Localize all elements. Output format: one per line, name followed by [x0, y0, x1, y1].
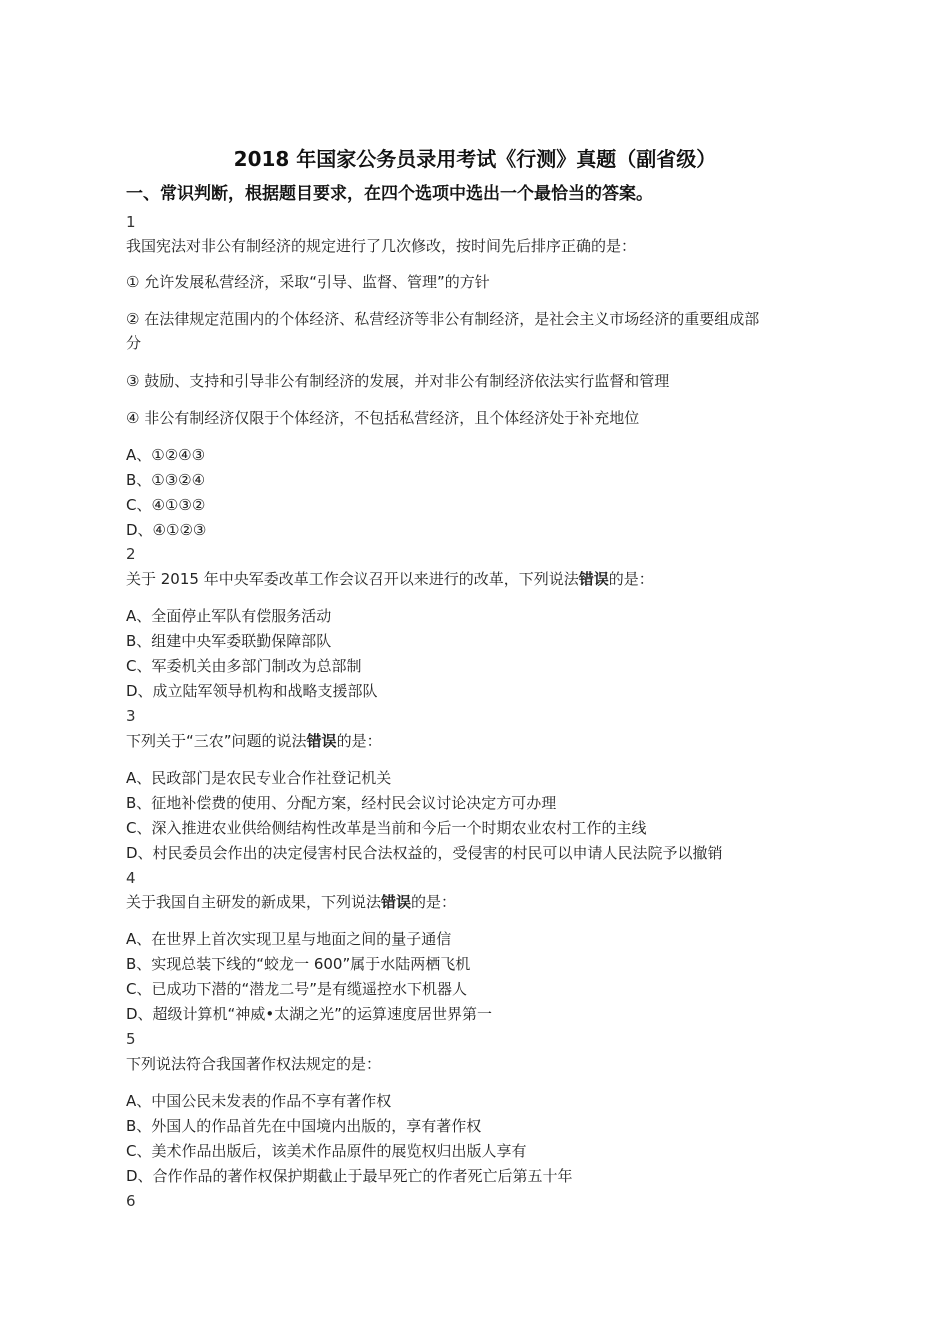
statement-4: ④ 非公有制经济仅限于个体经济，不包括私营经济，且个体经济处于补充地位: [126, 409, 640, 427]
option-b: B、①③②④: [126, 471, 206, 489]
option-c: C、美术作品出版后，该美术作品原件的展览权归出版人享有: [126, 1142, 527, 1160]
option-a: A、在世界上首次实现卫星与地面之间的量子通信: [126, 930, 452, 948]
option-a: A、①②④③: [126, 446, 206, 464]
statement-1: ① 允许发展私营经济，采取“引导、监督、管理”的方针: [126, 273, 490, 291]
option-d: D、合作作品的著作权保护期截止于最早死亡的作者死亡后第五十年: [126, 1167, 573, 1185]
section-heading: 一、常识判断，根据题目要求，在四个选项中选出一个最恰当的答案。: [126, 184, 653, 204]
option-d: D、超级计算机“神威•太湖之光”的运算速度居世界第一: [126, 1005, 492, 1023]
option-b: B、征地补偿费的使用、分配方案，经村民会议讨论决定方可办理: [126, 794, 557, 812]
question-number-6: 6: [126, 1192, 136, 1210]
question-number-5: 5: [126, 1030, 136, 1048]
question-number-4: 4: [126, 869, 136, 887]
option-b: B、实现总装下线的“蛟龙一 600”属于水陆两栖飞机: [126, 955, 471, 973]
option-b: B、组建中央军委联勤保障部队: [126, 632, 332, 650]
statement-3: ③ 鼓励、支持和引导非公有制经济的发展，并对非公有制经济依法实行监督和管理: [126, 372, 670, 390]
question-number-2: 2: [126, 545, 136, 563]
option-c: C、④①③②: [126, 496, 206, 514]
option-a: A、中国公民未发表的作品不享有著作权: [126, 1092, 392, 1110]
option-b: B、外国人的作品首先在中国境内出版的，享有著作权: [126, 1117, 482, 1135]
question-stem-5: 下列说法符合我国著作权法规定的是：: [126, 1055, 382, 1073]
option-c: C、已成功下潜的“潜龙二号”是有缆遥控水下机器人: [126, 980, 468, 998]
question-number-1: 1: [126, 213, 136, 231]
document-title: 2018 年国家公务员录用考试《行测》真题（副省级）: [233, 147, 717, 171]
statement-2-cont: 分: [126, 334, 142, 352]
question-number-3: 3: [126, 707, 136, 725]
option-a: A、民政部门是农民专业合作社登记机关: [126, 769, 392, 787]
option-c: C、军委机关由多部门制改为总部制: [126, 657, 362, 675]
option-d: D、成立陆军领导机构和战略支援部队: [126, 682, 378, 700]
option-d: D、村民委员会作出的决定侵害村民合法权益的，受侵害的村民可以申请人民法院予以撤销: [126, 844, 723, 862]
question-stem-3: 下列关于“三农”问题的说法错误的是：: [126, 732, 382, 750]
statement-2: ② 在法律规定范围内的个体经济、私营经济等非公有制经济，是社会主义市场经济的重要组成部: [126, 310, 760, 328]
question-stem-1: 我国宪法对非公有制经济的规定进行了几次修改，按时间先后排序正确的是：: [126, 237, 637, 255]
option-c: C、深入推进农业供给侧结构性改革是当前和今后一个时期农业农村工作的主线: [126, 819, 647, 837]
option-d: D、④①②③: [126, 521, 207, 539]
question-stem-4: 关于我国自主研发的新成果，下列说法错误的是：: [126, 893, 457, 911]
question-stem-2: 关于 2015 年中央军委改革工作会议召开以来进行的改革，下列说法错误的是：: [126, 570, 654, 588]
option-a: A、全面停止军队有偿服务活动: [126, 607, 332, 625]
